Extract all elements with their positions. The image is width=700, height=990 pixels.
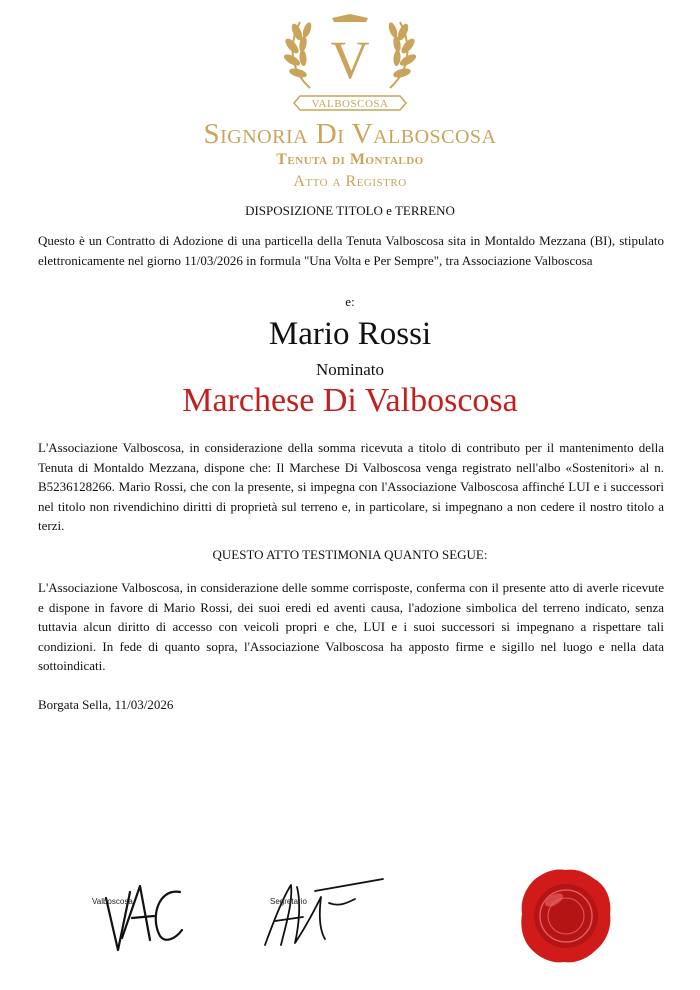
nominated-label: Nominato <box>316 360 384 379</box>
logo-ribbon-text: VALBOSCOSA <box>311 98 389 110</box>
estate-name: Tenuta di Montaldo <box>276 151 424 168</box>
registration-paragraph: L'Associazione Valboscosa, in considerazione della somma ricevuta a titolo di contributo per il mantenimento della Tenuta di Montaldo Mezzana, dispone che: Il Marchese Di Valboscosa venga registrato nell'albo «Sostenitori» al n. B5236128266. Mario Rossi, che con la presente, si impegna con l'Associazione Valboscosa affinché LUI e i successori nel titolo non rivendichino diritti di proprietà sul terreno e, in particolare, si impegnano a non cedere il nostro titolo a terzi. <box>38 440 664 533</box>
recipient-name: Mario Rossi <box>268 316 432 352</box>
logo-letter: V <box>330 30 370 90</box>
intro-paragraph: Questo è un Contratto di Adozione di una particella della Tenuta Valboscosa sita in Montaldo Mezzana (BI), stipulato elettronicamente nel giorno 11/03/2026 in formula "Una Volta e Per Sempre", tra Associazione Valboscosa <box>38 233 664 268</box>
signature-valboscosa <box>88 878 188 958</box>
brand-name: Signoria Di Valboscosa <box>203 118 497 150</box>
wax-seal-icon <box>518 866 614 966</box>
deed-label: Atto a Registro <box>293 173 407 190</box>
section-title-testimony: QUESTO ATTO TESTIMONIA QUANTO SEGUE: <box>212 547 488 562</box>
section-title-disposition: DISPOSIZIONE TITOLO e TERRENO <box>245 203 455 218</box>
laurel-logo-icon <box>270 10 430 120</box>
signature-label-left: Valboscosa <box>92 897 133 906</box>
noble-title: Marchese Di Valboscosa <box>182 382 518 419</box>
signature-secretary <box>255 873 385 953</box>
place-date: Borgata Sella, 11/03/2026 <box>38 697 174 712</box>
testimony-paragraph: L'Associazione Valboscosa, in considerazione delle somme corrisposte, conferma con il presente atto di averle ricevute e dispone in favore di Mario Rossi, dei suoi eredi ed aventi causa, l'adozione simbolica del terreno indicato, senza tuttavia alcun diritto di accesso con veicoli propri e che, LUI e i suoi successori si impegnano a rispettare tali condizioni. In fede di quanto sopra, l'Associazione Valboscosa ha apposto firme e sigillo nel luogo e nella data sottoindicati. <box>38 580 664 673</box>
party-separator: e: <box>345 294 355 309</box>
signature-label-right: Segretario <box>270 897 307 906</box>
